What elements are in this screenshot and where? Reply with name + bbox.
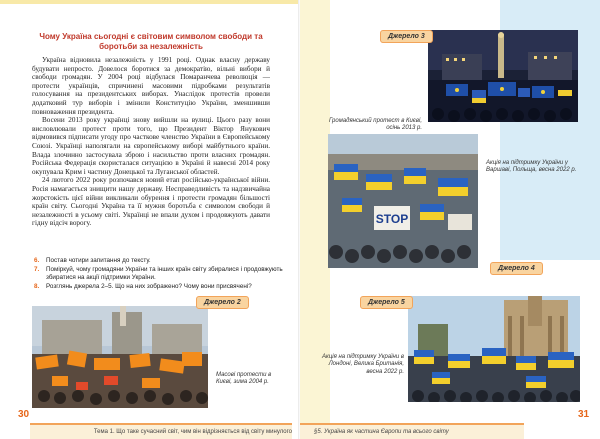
- source-4-label: Джерело 4: [490, 262, 543, 275]
- footer-topic-right: §5. Україна як частина Європи та всього світу: [300, 425, 524, 439]
- source-2-caption: Масові протести в Києві, зима 2004 р.: [216, 372, 272, 386]
- photo-london-rally-image: [408, 296, 580, 402]
- question-item: [34, 266, 284, 282]
- photo-orange-revolution: [32, 306, 208, 408]
- section-heading: Чому Україна сьогодні є світовим символом свободи та боротьби за незалежність: [39, 32, 263, 51]
- photo-warsaw-rally-image: [328, 134, 478, 268]
- paragraph: 24 лютого 2022 року розпочався новий етап російсько-української війни. Росія намагається знищити нашу державу. Несправедливість та надзвичайна жорстокість цієї війни викликали обурення і протести громадян більшості країн світу. Сьогодні Україна та її мужня боротьба є символом свободи й незалежності в усьому світі. Українці не впали духом і продовжують давати гідну відсіч ворогу.: [32, 176, 270, 228]
- photo-london-rally: [408, 296, 580, 402]
- question-text: Поміркуй, чому громадяни України та інших країн світу збиралися і продовжують збиратися на акції підтримки України.: [46, 266, 283, 281]
- question-number: 8.: [34, 283, 40, 290]
- source-5-caption: Акція на підтримку України в Лондоні, Велика Британія, весна 2022 р.: [322, 354, 404, 375]
- question-text: Постав чотири запитання до тексту.: [46, 257, 151, 264]
- source-5-label: Джерело 5: [360, 296, 413, 309]
- question-number: 6.: [34, 257, 40, 264]
- question-item: [34, 257, 284, 265]
- body-text: [32, 56, 270, 228]
- svg-text:STOP: STOP: [375, 212, 409, 226]
- photo-warsaw-rally: [328, 134, 478, 268]
- question-number: 7.: [34, 266, 40, 273]
- page-number-left: 30: [18, 409, 30, 420]
- source-2-label: Джерело 2: [196, 296, 249, 309]
- paragraph: Україна відновила незалежність у 1991 році. Однак власну державу будувати непросто. Довелося боротися за демократію, вільні вибори й свободи громадян. У 2004 році відбулася Помаранчева революція — протести українців, спричинені масовими підробками результатів голосування на президентських виборах. Унаслідок протестів провели додатковий тур виборів і змінили Конституцію України, зменшивши повноваження президента.: [32, 56, 270, 116]
- photo-maidan-night-image: [428, 30, 578, 122]
- question-text: Розглянь джерела 2–5. Що на них зображено? Чому вони присвячені?: [46, 283, 252, 290]
- top-decor-strip: [0, 0, 300, 4]
- question-item: [34, 283, 284, 291]
- paragraph: Восени 2013 року українці знову вийшли на вулиці. Цього разу вони висловлювали протест проти того, що Президент Віктор Янукович відмовився підписати угоду про часткове членство України в Європейському Союзі. Українці наполягали на європейському виборі майбутнього країни. Влада злочинно застосувала зброю і насильство проти власних громадян. Російська Федерація скористалася ситуацією в Україні й навесні 2014 року окупувала Крим і частину Донецької та Луганської областей.: [32, 116, 270, 176]
- photo-maidan-night: [428, 30, 578, 122]
- page-number-right: 31: [578, 409, 590, 420]
- source-3-label: Джерело 3: [380, 30, 433, 43]
- source-3-caption: Громадянський протест в Києві, осінь 2013 р.: [329, 118, 422, 132]
- questions-list: [34, 257, 284, 292]
- photo-orange-revolution-image: [32, 306, 208, 408]
- footer-topic-left: Тема 1. Що таке сучасний світ, чим він відрізняється від світу минулого: [30, 425, 292, 439]
- source-4-caption: Акція на підтримку України у Варшаві, Польща, весна 2022 р.: [486, 160, 577, 174]
- right-page: [300, 0, 600, 439]
